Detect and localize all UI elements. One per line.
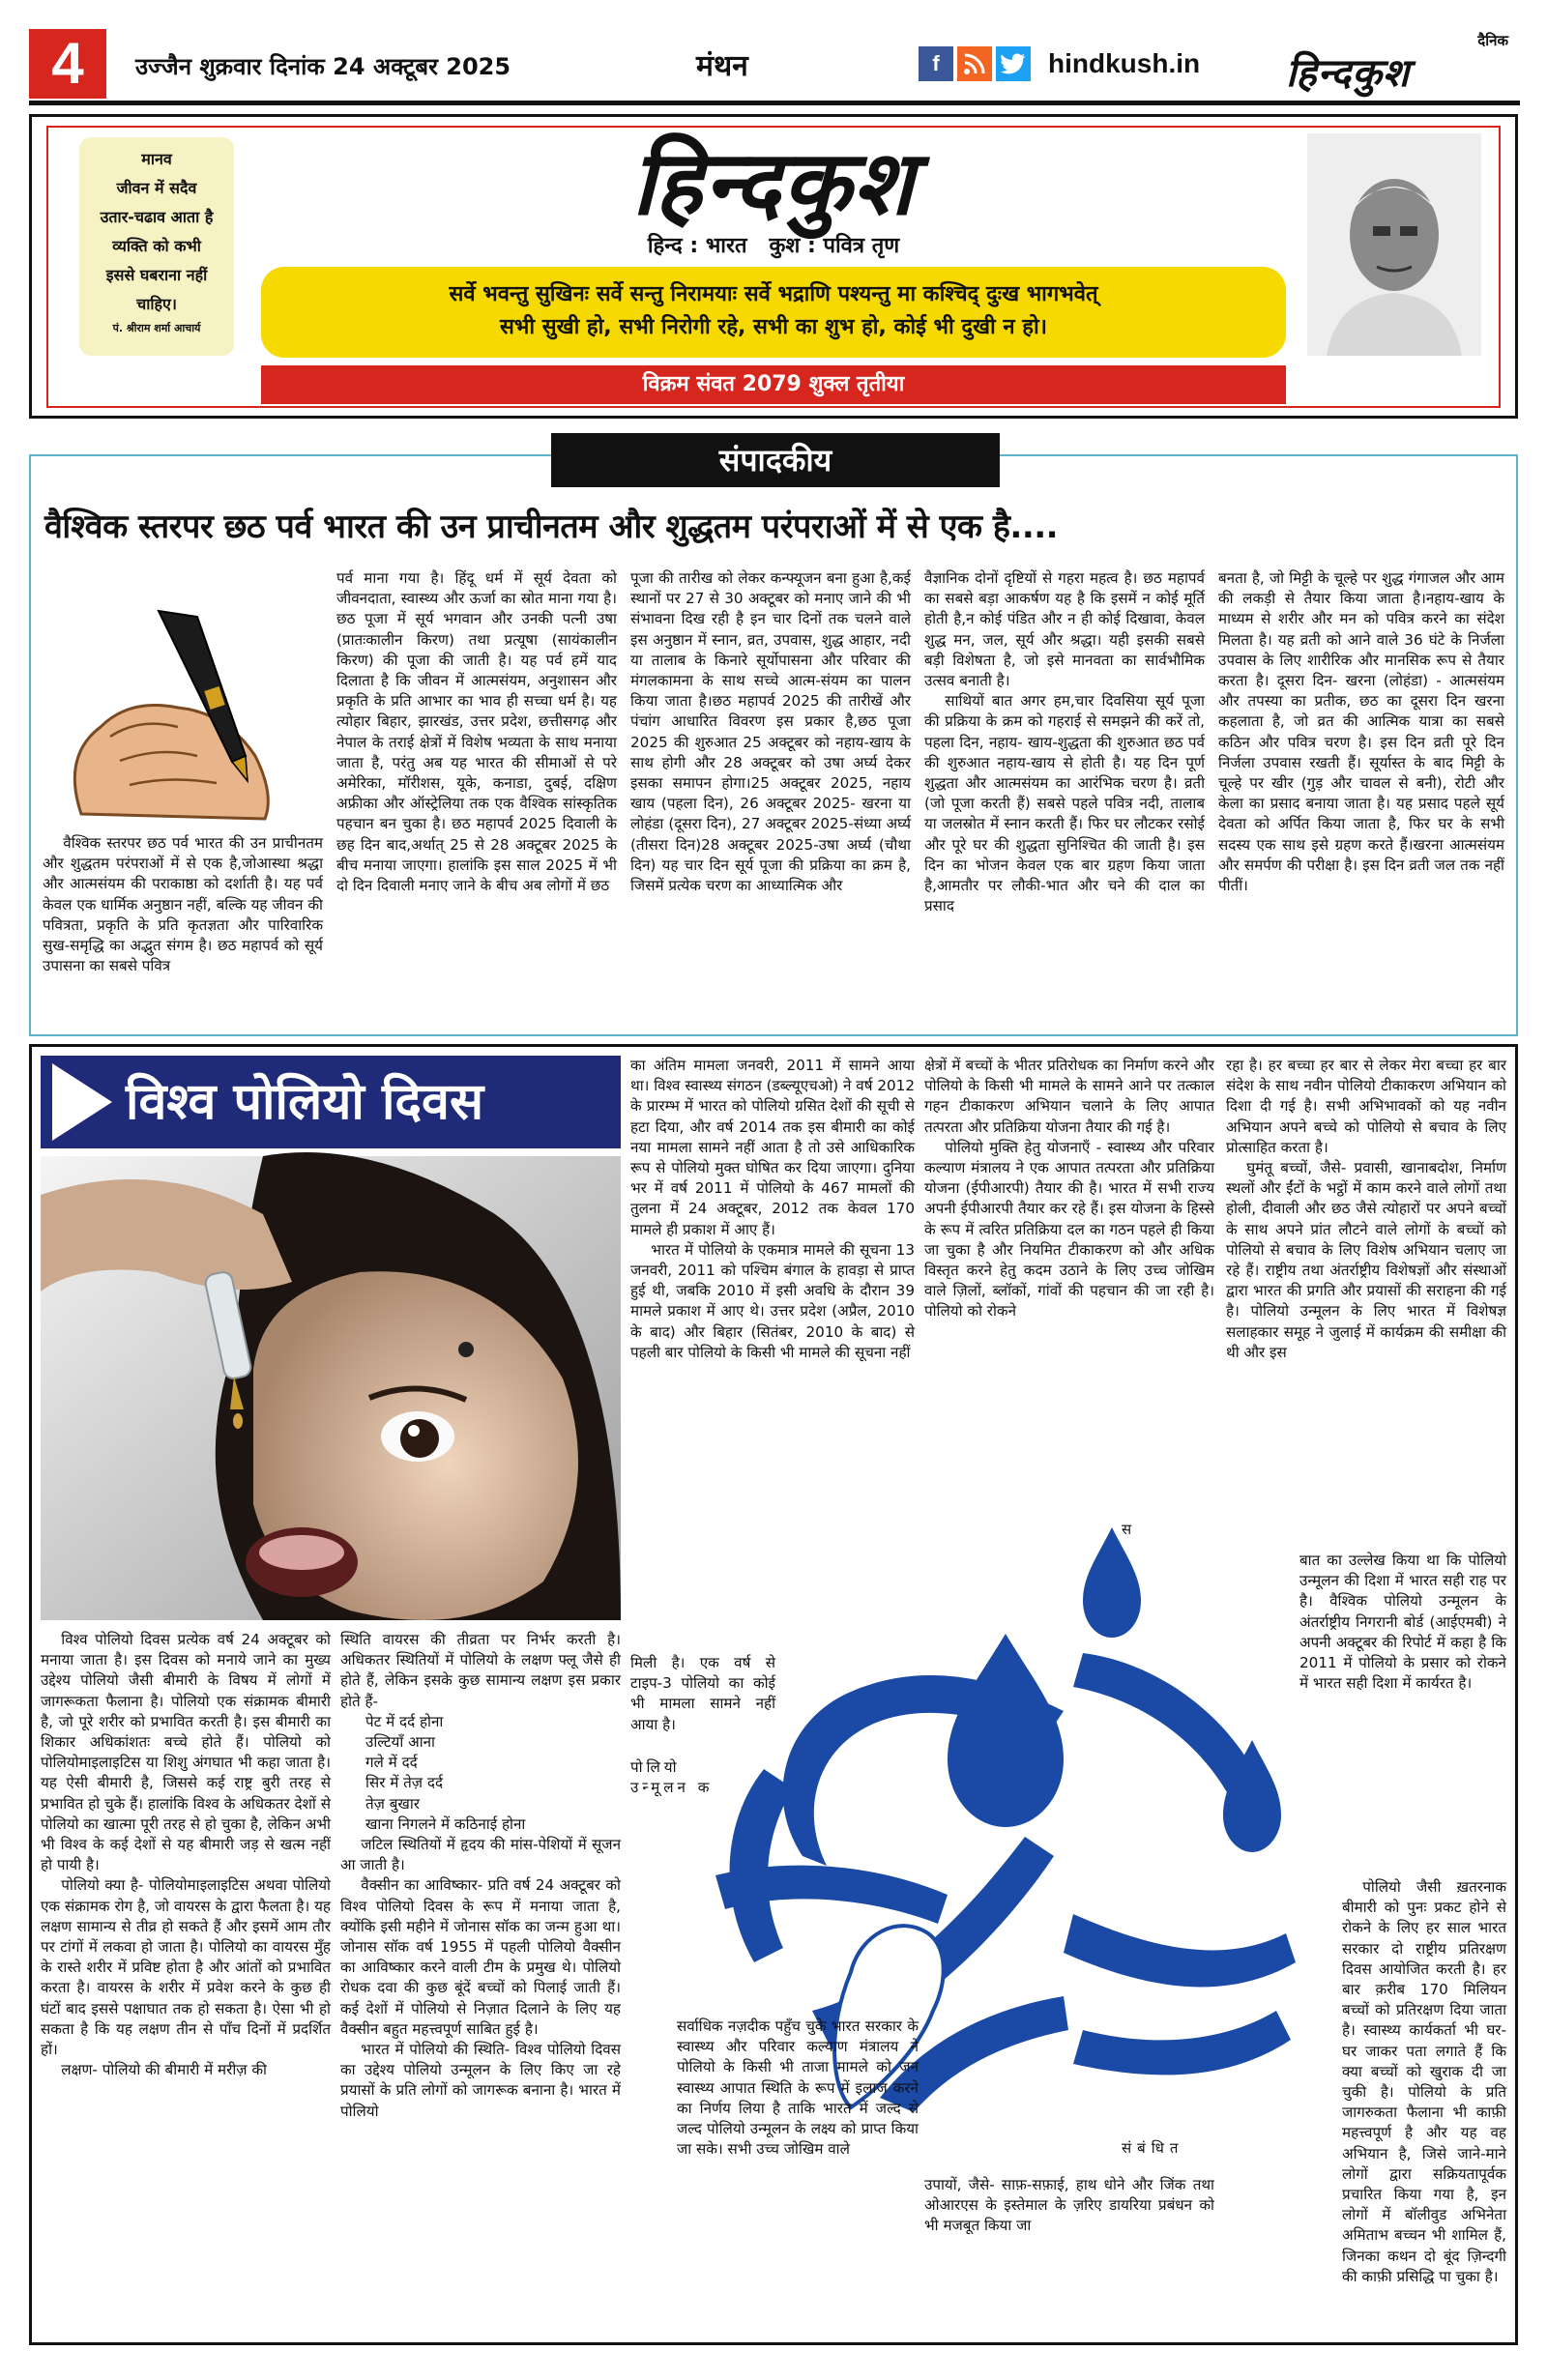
shloka-sanskrit: सर्वे भवन्तु सुखिनः सर्वे सन्तु निरामयाः सर्वे भद्राणि पश्यन्तु मा कश्चिद् दुःख भागभवेत् [449,282,1098,306]
pen-hand-icon [43,592,323,824]
founder-portrait [1307,133,1481,356]
polio-text: पोलियो क्या है- पोलियोमाइलाइटिस अथवा पोलियो एक संक्रामक रोग है, जो वायरस के द्वारा फैलता है। यह लक्षण सामान्य से तीव्र हो सकते हैं और इसमें आम तौर पर टांगों में लकवा हो जाता है। पोलियो का वायरस मुँह के रास्ते शरीर में प्रविष्ट होता है और आंतों को प्रभावित करता है। वायरस के शरीर में प्रवेश करने के कुछ ही घंटों बाद इससे पक्षाघात तक हो सकता है। ऐसा भी हो सकता है कि यह लक्षण तीन से पाँच दिनों में प्रदर्शित हों। [41,1876,331,2059]
page-number: 4 [51,31,84,96]
editorial-label: संपादकीय [718,442,832,479]
quote-line: इससे घबराना नहीं [105,266,208,284]
masthead-tagline: हिन्द : भारत कुश : पवित्र तृण [647,234,900,258]
shloka-hindi: सभी सुखी हो, सभी निरोगी रहे, सभी का शुभ हो, कोई भी दुखी न हो। [500,315,1047,339]
editorial-headline: वैश्विक स्तरपर छठ पर्व भारत की उन प्राचीनतम और शुद्धतम परंपराओं में से एक है.... [44,508,1059,546]
quote-line: उतार-चढाव आता है [100,208,214,226]
polio-text: घुमंतू बच्चों, जैसे- प्रवासी, खानाबदोश, निर्माण स्थलों और ईंटों के भट्ठों में काम करने वाले लोगों तथा होली, दीवाली और छठ जैसे त्योहारों पर अपने बच्चों के साथ अपने प्रांत लौटने वाले लोगों के बच्चों को पोलियो से बचाव के लिए विशेष अभियान चलाए जा रहे हैं। राष्ट्रीय तथा अंतर्राष्ट्रीय विशेषज्ञों और संस्थाओं द्वारा भारत की प्रगति और प्रयासों की सराहना की गई है। पोलियो उन्मूलन के लिए भारत में विशेषज्ञ सलाहकार समूह ने जुलाई में कार्यक्रम की समीक्षा की थी और इस [1226,1159,1506,1361]
polio-text: लक्षण- पोलियो की बीमारी में मरीज़ की [61,2061,267,2079]
editorial-text: पूजा की तारीख को लेकर कन्फ्यूजन बना हुआ है,कई स्थानों पर 27 से 30 अक्टूबर को मनाए जाने की भी संभावना दिख रही है इन चार दिनों तक चलने वाले इस अनुष्ठान में स्नान, व्रत, उपवास, शुद्ध आहार, नदी या तालाब के किनारे सूर्योपासना और परिवार की मंगलकामना के साथ सच्चे आत्म-संयम का पालन किया जाता है।छठ महापर्व 2025 की तारीखें और पंचांग आधारित विवरण इस प्रकार है,छठ पूजा 2025 की शुरुआत 25 अक्टूबर को नहाय-खाय के साथ होगी और 28 अक्टूबर को उषा अर्घ्य देकर इसका समापन होगा।25 अक्टूबर 2025, नहाय खाय (पहला दिन), 26 अक्टूबर 2025- खरना या लोहंडा (दूसरा दिन), 27 अक्टूबर 2025-संध्या अर्घ्य (तीसरा दिन)28 अक्टूबर 2025-उषा अर्घ्य (चौथा दिन) यह चार दिन सूर्य पूजा की प्रक्रिया का क्रम है, जिसमें प्रत्येक चरण का आध्यात्मिक और [630,569,911,895]
dateline: उज्जैन शुक्रवार दिनांक 24 अक्टूबर 2025 [135,53,511,80]
polio-text: पोलियो उन्मूलन क [630,1758,714,1797]
editorial-text: साथियों बात अगर हम,चार दिवसिया सूर्य पूजा की प्रक्रिया के क्रम को गहराई से समझने की करें तो, पहला दिन, नहाय- खाय-शुद्धता की शुरुआत छठ पर्व की शुरुआत नहाय-खाय से होती है। यह दिन पूर्ण शुद्धता और आत्मसंयम का आरंभिक चरण है। व्रती (जो पूजा करती हैं) सबसे पहले पवित्र नदी, तालाब या जलस्रोत में स्नान करती हैं। फिर घर लौटकर रसोई और पूरे घर की शुद्धता सुनिश्चित की जाती है। इस दिन का भोजन केवल एक बार ग्रहण किया जाता है,आमतौर पर लौकी-भात और चने की दाल का प्रसाद [924,692,1205,915]
polio-column-3-lower [677,2017,919,2336]
quote-box [79,137,234,356]
polio-banner-title: विश्व पोलियो दिवस [126,1073,484,1131]
polio-text: पोलियो जैसी ख़तरनाक बीमारी को पुनः प्रकट होने से रोकने के लिए हर साल भारत सरकार दो राष्ट्रीय प्रतिरक्षण दिवस आयोजित करती है। हर बार क़रीब 170 मिलियन बच्चों को प्रतिरक्षण दिया जाता है। स्वास्थ्य कार्यकर्ता भी घर-घर जाकर पता लगाते हैं कि क्या बच्चों को खुराक दी जा चुकी है। पोलियो के प्रति जागरुकता फैलाना भी काफ़ी महत्त्वपूर्ण है और यह वह अभियान है, जिसे जाने-माने लोगों द्वारा सक्रियतापूर्वक प्रचारित किया गया है, इन लोगों में बॉलीवुड अभिनेता अमिताभ बच्चन भी शामिल हैं, जिनका कथन दो बूंद ज़िन्दगी की काफ़ी प्रसिद्धि पा चुका है। [1342,1878,1506,2285]
polio-text: वैक्सीन का आविष्कार- प्रति वर्ष 24 अक्टूबर को विश्व पोलियो दिवस के रूप में मनाया जाता है, क्योंकि इसी महीने में जोनास सॉक का जन्म हुआ था। जोनास सॉक वर्ष 1955 में पहली पोलियो वैक्सीन का आविष्कार करने वाली टीम के प्रमुख थे। पोलियो रोधक दवा की कुछ बूंदें बच्चों को पिलाई जाती हैं। कई देशों में पोलियो से निज़ात दिलाने के लिए यह वैक्सीन बहुत महत्त्वपूर्ण साबित हुई है। [340,1876,621,2038]
symptom-item: गले में दर्द [365,1754,418,1772]
polio-fragment: स [1122,1521,1132,1538]
pen-illustration [43,592,323,824]
symptom-item: पेट में दर्द होना [365,1712,444,1730]
polio-column-4-lower [924,2175,1214,2336]
symptom-list [340,1712,621,1835]
website-link[interactable]: hindkush.in [1048,48,1201,78]
symptom-item: खाना निगलने में कठिनाई होना [365,1814,526,1833]
polio-column-5 [1226,1056,1506,1549]
editorial-column-3 [630,568,911,1027]
polio-text: उपायों, जैसे- साफ़-सफ़ाई, हाथ धोने और जिंक तथा ओआरएस के इस्तेमाल के ज़रिए डायरिया प्रबंधन को भी मजबूत किया जा [924,2176,1214,2235]
polio-text: भारत में पोलियो के एकमात्र मामले की सूचना 13 जनवरी, 2011 को पश्चिम बंगाल के हावड़ा से प्राप्त हुई थी, जबकि 2010 में इसी अवधि के दौरान 39 मामले प्रकाश में आए थे। उत्तर प्रदेश (अप्रैल, 2010 के बाद) और बिहार (सितंबर, 2010 के बाद) से पहली बार पोलियो के किसी भी मामले की सूचना नहीं [630,1240,915,1361]
polio-text: का अंतिम मामला जनवरी, 2011 में सामने आया था। विश्व स्वास्थ्य संगठन (डब्ल्यूएचओ) ने वर्ष 2012 के प्रारम्भ में भारत को पोलियो ग्रसित देशों की सूची से हटा दिया, और वर्ष 2014 तक इस बीमारी का कोई नया मामला सामने नहीं आता है तो उसे आधिकारिक रूप से पोलियो मुक्त घोषित कर दिया जाएगा। दुनिया भर में वर्ष 2011 में पोलियो के 467 मामलों की तुलना में 24 अक्टूबर, 2012 तक केवल 170 मामले ही प्रकाश में आए हैं। [630,1057,915,1238]
samvat-text: विक्रम संवत 2079 शुक्ल तृतीया [642,372,905,396]
quote-line: जीवन में सदैव [116,179,197,197]
polio-column-5-lower [1342,1877,1506,2285]
quote-line: मानव [141,150,172,168]
polio-column-2 [340,1630,621,2336]
facebook-icon[interactable]: f [919,46,953,81]
polio-text: जटिल स्थितियों में हृदय की मांस-पेशियों में सूजन आ जाती है। [340,1836,621,1874]
symptom-item: तेज़ बुखार [365,1794,420,1813]
rss-glyph [962,51,987,76]
founder-photo [1307,133,1481,356]
editorial-text: वैज्ञानिक दोनों दृष्टियों से गहरा महत्व है। छठ महापर्व का सबसे बड़ा आकर्षण यह है कि इसमें न कोई मूर्ति होती है,न कोई पंडित और न ही कोई दिखावा, केवल शुद्ध मन, जल, सूर्य और श्रद्धा। यही इसकी सबसे बड़ी विशेषता है, जो इसे मानवता का सार्वभौमिक उत्सव बनाती है। [924,569,1205,690]
twitter-icon[interactable] [996,46,1031,81]
quote-line: व्यक्ति को कभी [112,237,201,255]
header-rule [29,101,1520,105]
shloka-box [261,267,1286,358]
polio-text: बात का उल्लेख किया था कि पोलियो उन्मूलन की दिशा में भारत सही राह पर है। वैश्विक पोलियो उन्मूलन के अंतर्राष्ट्रीय निगरानी बोर्ड (आईएमबी) ने अपनी अक्टूबर की रिपोर्ट में कहा है कि 2011 में पोलियो के प्रसार को रोकने में भारत सही दिशा में कार्यरत है। [1299,1552,1506,1693]
arrow-icon [44,1056,131,1148]
twitter-glyph [1001,53,1026,74]
polio-text: रहा है। हर बच्चा हर बार से लेकर मेरा बच्चा हर बार संदेश के साथ नवीन पोलियो टीकाकरण अभियान को दिशा दी गई है। सभी अभिभावकों को यह नवीन अभियान अपने बच्चे को पोलियो से बचाव के लिए प्रोत्साहित करता है। [1226,1057,1506,1156]
editorial-column-4 [924,568,1205,1027]
header [29,29,1520,101]
child-polio-drops-image [41,1156,621,1620]
symptom-item: सिर में तेज़ दर्द [365,1774,444,1792]
polio-text: सर्वाधिक नज़दीक पहुँच चुके भारत सरकार के स्वास्थ्य और परिवार कल्याण मंत्रालय ने पोलियो के किसी भी ताजा मामले को जन स्वास्थ्य आपात स्थिति के रूप में इलाज करने का निर्णय लिया है ताकि भारत में जल्द से जल्द पोलियो उन्मूलन के लक्ष्य को प्राप्त किया जा सके। सभी उच्च जोखिम वाले [677,2017,919,2159]
polio-text: भारत में पोलियो की स्थिति- विश्व पोलियो दिवस का उद्देश्य पोलियो उन्मूलन के लिए किए जा रहे प्रयासों के प्रति लोगों को जागरूक बनाना है। भारत में पोलियो [340,2041,621,2120]
polio-text: विश्व पोलियो दिवस प्रत्येक वर्ष 24 अक्टूबर को मनाया जाता है। इस दिवस को मनाये जाने का मुख्य उद्देश्य पोलियो जैसी बीमारी के विषय में लोगों में जागरूकता फैलाना है। पोलियो एक संक्रामक बीमारी है, जो पूरे शरीर को प्रभावित करती है। इस बीमारी का शिकार अधिकांशतः बच्चे होते हैं। पोलियो को पोलियोमाइलाइटिस या शिशु अंगघात भी कहा जाता है। यह ऐसी बीमारी है, जिससे कई राष्ट्र बुरी तरह से प्रभावित हो चुके हैं। हालांकि विश्व के अधिकतर देशों से पोलियो का खात्मा पूरी तरह से हो चुका है, लेकिन अभी भी विश्व के कई देशों से यह बीमारी जड़ से खत्म नहीं हो पायी है। [41,1631,331,1874]
polio-text: मिली है। एक वर्ष से टाइप-3 पोलियो का कोई भी मामला सामने नहीं आया है। [630,1654,775,1733]
editorial-text: वैश्विक स्तरपर छठ पर्व भारत की उन प्राचीनतम और शुद्धतम परंपराओं में से एक है,जोआस्था श्रद्धा और आत्मसंयम की पराकाष्ठा को दर्शाती है। यह पर्व केवल एक धार्मिक अनुष्ठान नहीं, बल्कि यह जीवन की पवित्रता, प्रकृति के प्रति कृतज्ञता और पारिवारिक सुख-समृद्धि का अद्भुत संगम है। छठ महापर्व को सूर्य उपासना का सबसे पवित्र [43,834,323,975]
editorial-column-1 [43,833,323,1027]
polio-text: क्षेत्रों में बच्चों के भीतर प्रतिरोधक का निर्माण करने और पोलियो के किसी भी मामले के सामने आने पर तत्काल गहन टीकाकरण अभियान चलाने के लिए आपात तत्परता और प्रतिक्रिया योजना तैयार की गई है। [924,1057,1214,1136]
polio-fragment: संबंधित [1122,2139,1184,2157]
symptom-item: उल्टियाँ आना [365,1733,435,1752]
small-logo [1276,29,1520,97]
polio-column-1 [41,1630,331,2336]
social-icons [919,46,1031,81]
small-logo-main: हिन्दकुश [1286,51,1411,96]
rss-icon[interactable] [957,46,992,81]
editorial-column-2 [336,568,617,1027]
small-logo-top: दैनिक [1477,32,1508,49]
editorial-text: बनता है, जो मिट्टी के चूल्हे पर शुद्ध गंगाजल और आम की लकड़ी से तैयार किया जाता है।नहाय-खाय के माध्यम से शरीर और मन को पवित्र करने का संदेश मिलता है। यह व्रती को आने वाले 36 घंटे के निर्जला उपवास के लिए शारीरिक और मानसिक रूप से तैयार करता है। दूसरा दिन- खरना (लोहंडा) - आत्मसंयम और तपस्या का प्रतीक, छठ का दूसरा दिन खरना कहलाता है, जो व्रत की आत्मिक यात्रा का सबसे कठिन और पवित्र चरण है। इस दिन व्रती पूरे दिन निर्जला उपवास रखती हैं। सूर्यास्त के बाद मिट्टी के चूल्हे पर खीर (गुड़ और चावल से बनी), रोटी और केला का प्रसाद बनाया जाता है। यह प्रसाद पहले सूर्य देवता को अर्पित किया जाता है, फिर घर के सभी सदस्य एक साथ इसे ग्रहण करते हैं।खरना आत्मसंयम और समर्पण की परीक्षा है। इस दिन व्रती जल तक नहीं पीतीं। [1218,569,1504,895]
masthead-title: हिन्दकुश [631,131,916,235]
polio-column-4 [924,1056,1214,1518]
editorial-column-5 [1218,568,1504,1027]
quote-author: पं. श्रीराम शर्मा आचार्य [112,322,201,334]
quote-line: चाहिए। [136,295,177,313]
section-name: मंथन [696,49,748,83]
editorial-text: पर्व माना गया है। हिंदू धर्म में सूर्य देवता को जीवनदाता, स्वास्थ्य और ऊर्जा का स्रोत माना गया है। छठ पूजा में सूर्य भगवान और उनकी पत्नी उषा (प्रातःकालीन किरण) तथा प्रत्यूषा (सायंकालीन किरण) की पूजा की जाती है। यह पर्व हमें याद दिलाता है कि जीवन में आत्मसंयम, अनुशासन और प्रकृति के प्रति आभार का भाव ही सच्चा धर्म है। यह त्योहार बिहार, झारखंड, उत्तर प्रदेश, छत्तीसगढ़ और नेपाल के तराई क्षेत्रों में विशेष भव्यता के साथ मनाया जाता है, परंतु अब यह भारत की सीमाओं से परे अमेरिका, मॉरीशस, यूके, कनाडा, दुबई, दक्षिण अफ्रीका और ऑस्ट्रेलिया तक एक वैश्विक सांस्कृतिक पहचान बन चुका है। छठ महापर्व 2025 दिवाली के छह दिन बाद,अर्थात् 25 से 28 अक्टूबर 2025 के बीच मनाया जाएगा। हालांकि इस साल 2025 में भी दो दिन दिवाली मनाए जाने के बीच अब लोगों में छठ [336,569,617,895]
polio-photo [41,1156,621,1620]
polio-text: स्थिति वायरस की तीव्रता पर निर्भर करती है। अधिकतर स्थितियों में पोलियो के लक्षण फ्लू जैसे ही होते हैं, लेकिन इसके कुछ सामान्य लक्षण इस प्रकार होते हैं- [340,1631,621,1710]
polio-text: पोलियो मुक्ति हेतु योजनाएँ - स्वास्थ्य और परिवार कल्याण मंत्रालय ने एक आपात तत्परता और प्रतिक्रिया योजना (ईपीआरपी) तैयार की है। भारत में सभी राज्य अपनी ईपीआरपी तैयार कर रहे हैं। इस योजना के हिस्से के रूप में त्वरित प्रतिक्रिया दल का गठन पहले ही किया जा चुका है और नियमित टीकाकरण को और अधिक विस्तृत करने हेतु कदम उठाने के लिए उच्च जोखिम वाले ज़िलों, ब्लॉकों, गांवों की पहचान की जा रही है। पोलियो को रोकने [924,1138,1214,1321]
